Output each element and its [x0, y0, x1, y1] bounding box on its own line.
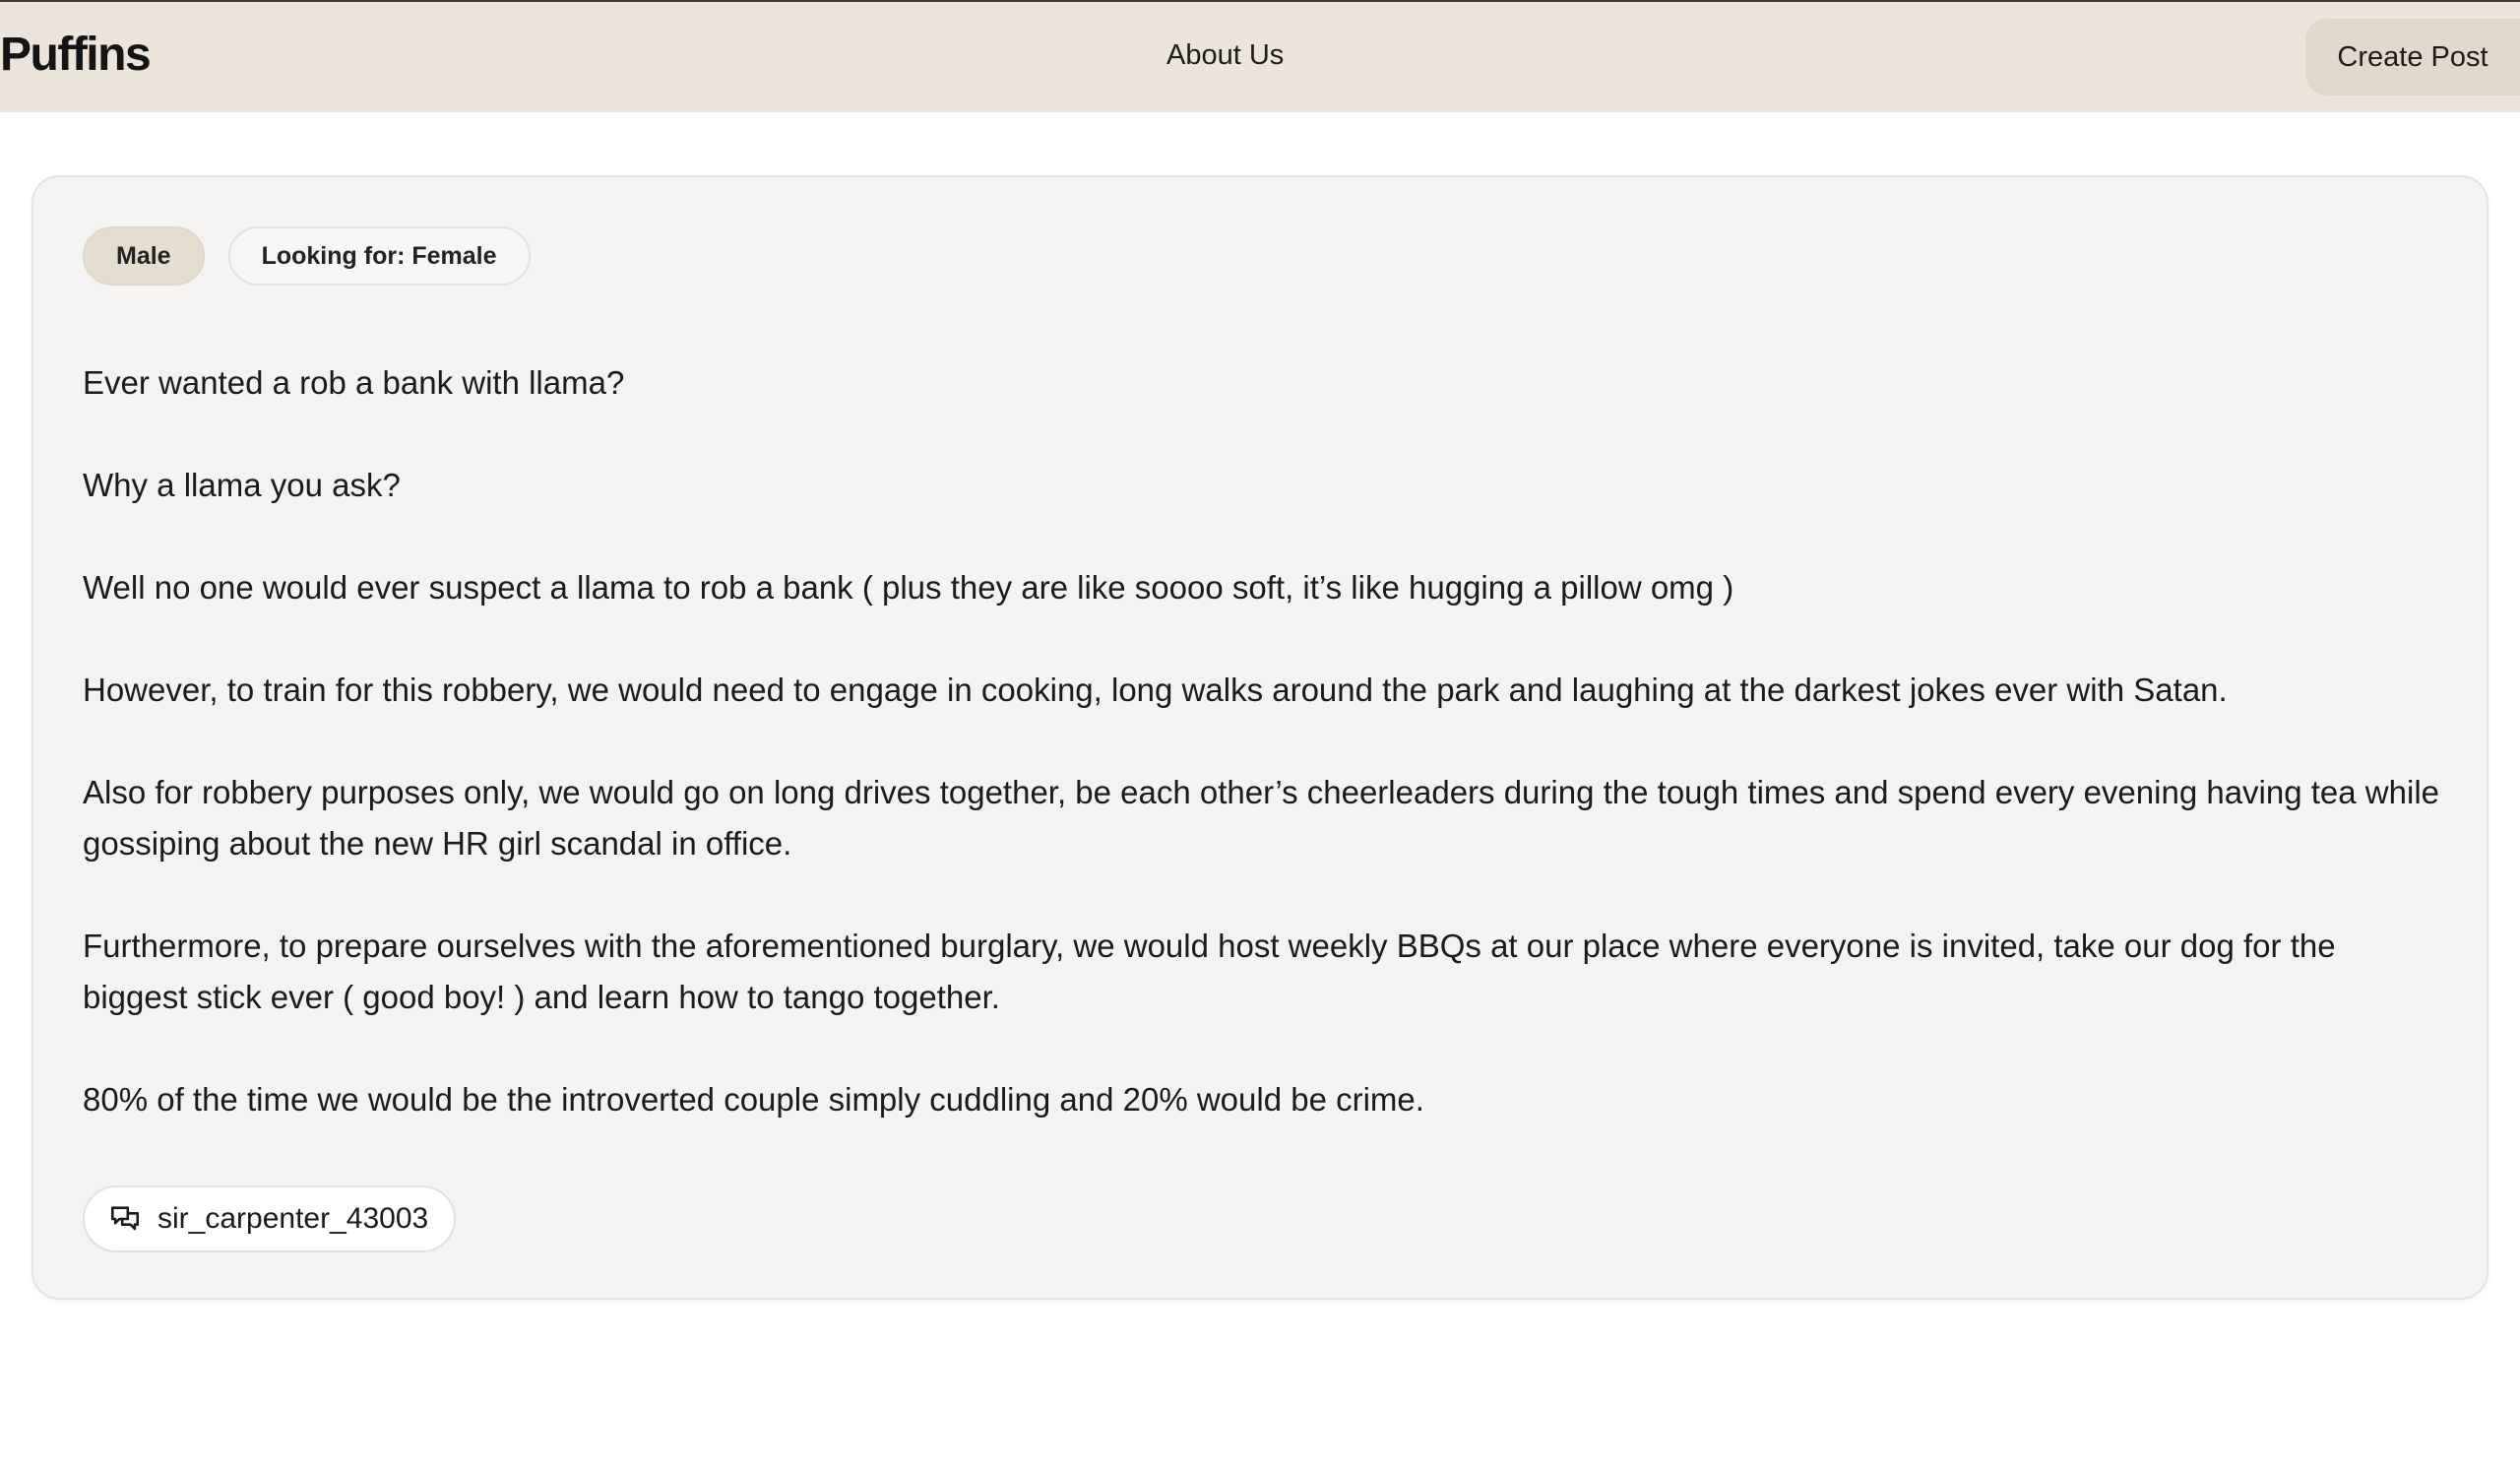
author-contact-button[interactable]	[83, 1185, 456, 1252]
gender-tag: Male	[83, 226, 205, 286]
chat-bubbles-icon	[108, 1202, 142, 1236]
create-post-button[interactable]: Create Post	[2305, 19, 2520, 96]
post-card	[32, 175, 2488, 1300]
post-paragraph: However, to train for this robbery, we would need to engage in cooking, long walks around the park and laughing at the darkest jokes ever with Satan.	[83, 672, 2228, 708]
post-paragraph: Why a llama you ask?	[83, 467, 401, 503]
looking-for-tag: Looking for: Female	[228, 226, 531, 286]
about-us-link[interactable]: About Us	[1166, 39, 1285, 71]
post-tags	[83, 226, 531, 286]
post-paragraph: Ever wanted a rob a bank with llama?	[83, 364, 625, 401]
site-logo[interactable]: Puffins	[0, 29, 151, 81]
post-paragraph: Furthermore, to prepare ourselves with the aforementioned burglary, we would host weekly BBQs at our place where everyone is invited, take our dog for the biggest stick ever ( good boy! ) and learn how to tango together.	[83, 928, 2336, 1015]
post-paragraph: Well no one would ever suspect a llama to rob a bank ( plus they are like soooo soft, it’s like hugging a pillow omg )	[83, 569, 1734, 606]
post-paragraph: 80% of the time we would be the introverted couple simply cuddling and 20% would be crime.	[83, 1081, 1424, 1118]
author-username: sir_carpenter_43003	[158, 1202, 429, 1235]
post-body	[83, 357, 2445, 1177]
top-navigation-bar	[0, 0, 2520, 112]
post-paragraph: Also for robbery purposes only, we would go on long drives together, be each other’s cheerleaders during the tough times and spend every evening having tea while gossiping about the new HR girl scandal in office.	[83, 774, 2439, 862]
